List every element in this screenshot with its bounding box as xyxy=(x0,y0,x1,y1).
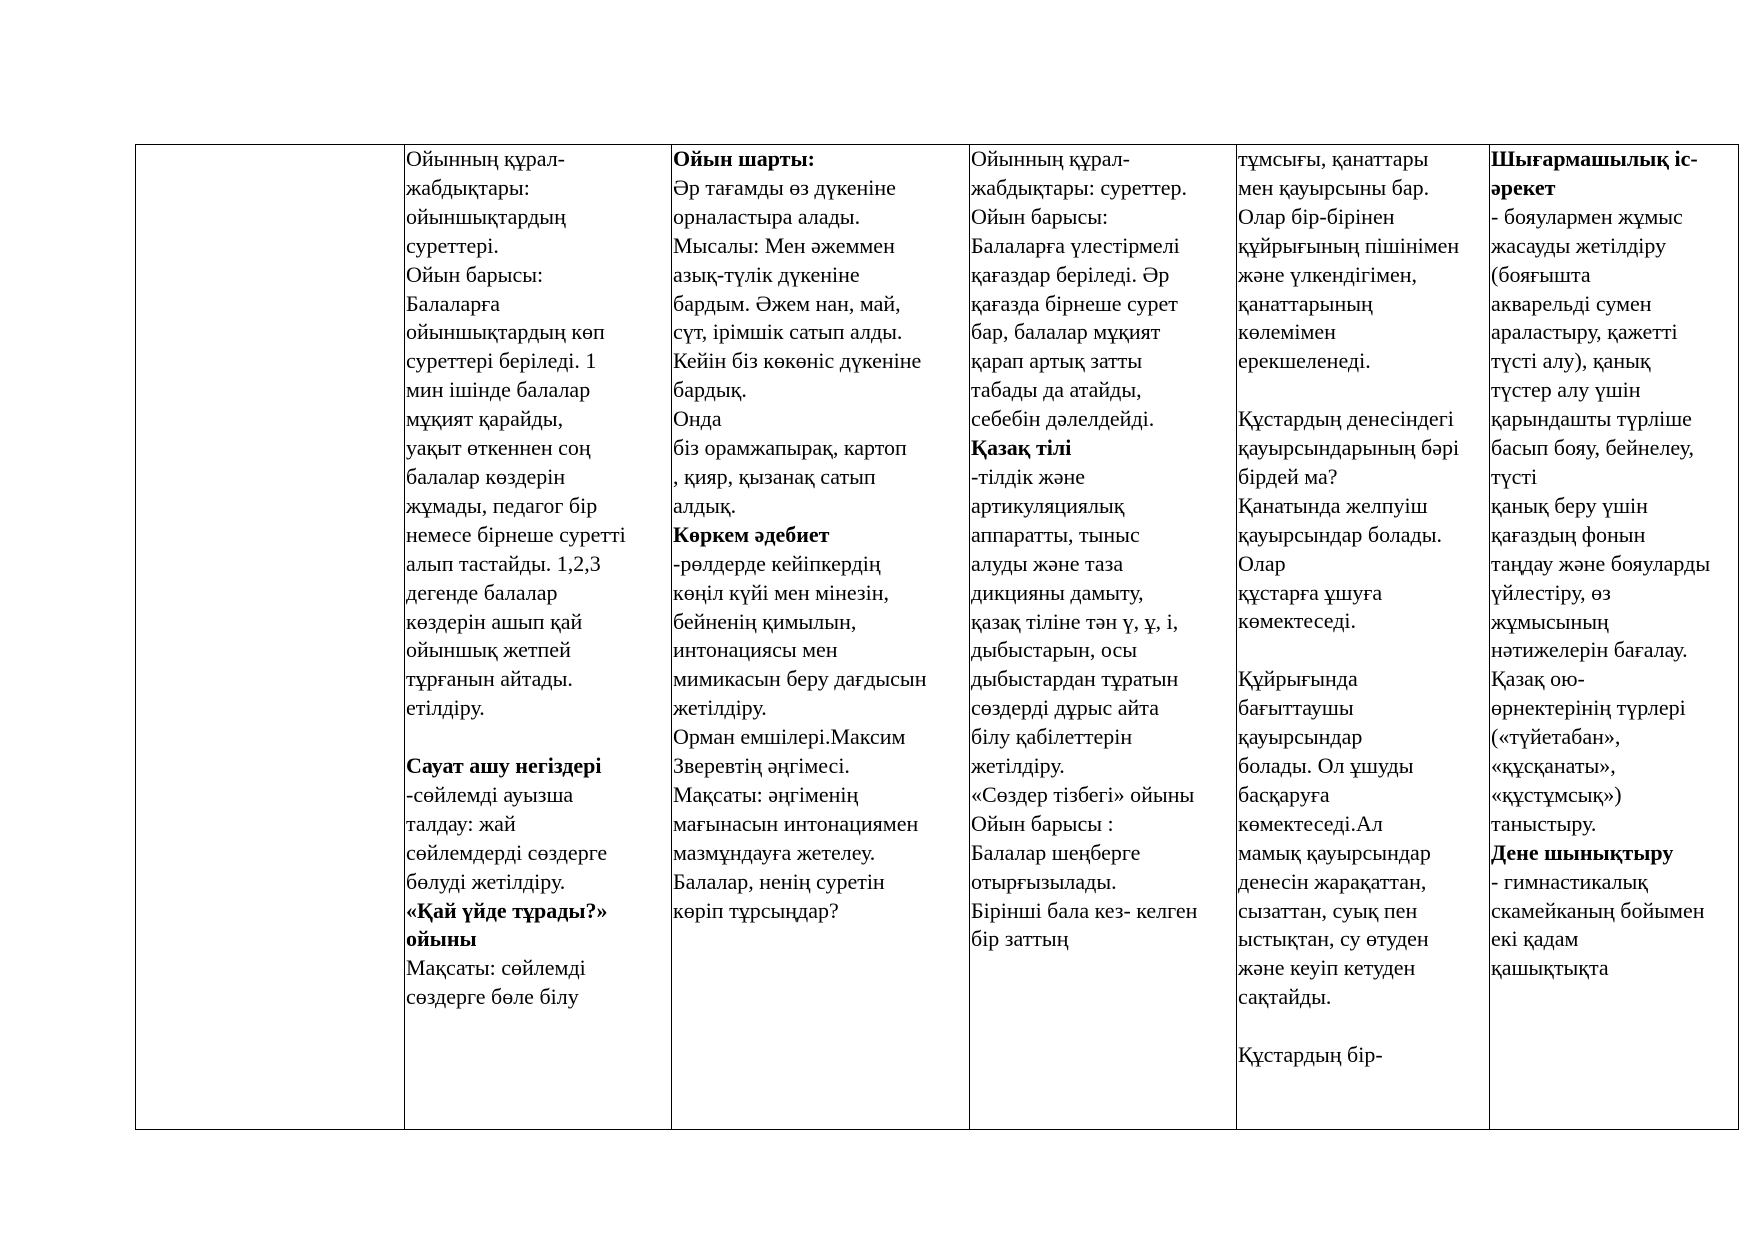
section-heading-text: Шығармашылық іс- xyxy=(1491,146,1698,171)
text-line: бардық. xyxy=(673,377,747,403)
text-line: - гимнастикалық xyxy=(1491,868,1648,894)
section-heading-text: Ойын шарты: xyxy=(673,146,815,171)
table-cell-col-1 xyxy=(136,145,405,1130)
text-line: азық-түлік дүкеніне xyxy=(673,261,860,287)
text-line: көріп тұрсыңдар? xyxy=(673,897,839,923)
text-line: суреттері беріледі. 1 xyxy=(406,348,597,374)
text-line: Бірінші бала кез- келген xyxy=(971,897,1198,923)
text-line: көмектеседі.Ал xyxy=(1238,810,1383,836)
table-row xyxy=(136,145,1739,1130)
text-line: мазмұндауға жетелеу. xyxy=(673,839,876,865)
text-line xyxy=(1238,376,1489,405)
text-line: суреттері. xyxy=(406,232,499,258)
text-line: Әр тағамды өз дүкеніне xyxy=(673,174,896,200)
text-line: талдау: жай xyxy=(406,810,516,836)
text-line: мимикасын беру дағдысын xyxy=(673,666,927,692)
text-line: орналастыра алады. xyxy=(673,203,861,229)
section-heading-text: Қазақ тілі xyxy=(971,435,1072,461)
section-heading-text: әрекет xyxy=(1491,174,1556,200)
text-line: құстарға ұшуға xyxy=(1238,579,1383,605)
text-line: ыстықтан, су өтуден xyxy=(1238,926,1429,952)
text-line: табады да атайды, xyxy=(971,377,1142,403)
text-line: қарындашты түрліше xyxy=(1491,406,1692,432)
text-line: Құстардың бір- xyxy=(1238,1042,1383,1068)
text-line: «құсқанаты», xyxy=(1491,753,1616,779)
text-line: Олар бір-бірінен xyxy=(1238,203,1395,229)
text-line: нәтижелерін бағалау. xyxy=(1491,637,1688,663)
text-line: мамық қауырсындар xyxy=(1238,839,1431,865)
text-line: көлемімен xyxy=(1238,319,1336,345)
text-line: көмектеседі. xyxy=(1238,608,1357,634)
text-line: , қияр, қызанақ сатып xyxy=(673,463,876,489)
text-line: -сөйлемді ауызша xyxy=(406,781,574,807)
text-line: білу қабілеттерін xyxy=(971,724,1133,750)
text-line: Ойын барысы : xyxy=(971,810,1114,836)
text-line: жетілдіру. xyxy=(971,753,1065,779)
text-line: Мақсаты: әңгіменің xyxy=(673,781,859,807)
text-line: Қазақ ою- xyxy=(1491,666,1585,692)
text-line: қанаттарының xyxy=(1238,290,1373,316)
text-line: сүт, ірімшік сатып алды. xyxy=(673,319,903,345)
text-line: денесін жарақаттан, xyxy=(1238,868,1427,894)
text-line: Балаларға xyxy=(406,290,501,316)
text-line: жабдықтары: xyxy=(406,174,530,200)
text-line xyxy=(406,723,671,752)
text-line: бір заттың xyxy=(971,926,1069,952)
text-line: (бояғышта xyxy=(1491,261,1591,287)
text-line: «құстұмсық») xyxy=(1491,781,1622,807)
text-line: біз орамжапырақ, картоп xyxy=(673,435,907,461)
text-line: алдық. xyxy=(673,492,737,518)
text-line: аппаратты, тыныс xyxy=(971,521,1140,547)
text-line: мен қауырсыны бар. xyxy=(1238,174,1430,200)
text-line: Ойын барысы: xyxy=(971,203,1109,229)
text-line: Кейін біз көкөніс дүкеніне xyxy=(673,348,922,374)
text-line: құйрығының пішінімен xyxy=(1238,232,1460,258)
table-cell-col-5 xyxy=(1237,145,1490,1130)
text-line: етілдіру. xyxy=(406,695,485,721)
text-line: бөлуді жетілдіру. xyxy=(406,868,566,894)
text-line: бағыттаушы xyxy=(1238,695,1354,721)
text-line: Құйрығында xyxy=(1238,666,1358,692)
text-line: алып тастайды. 1,2,3 xyxy=(406,550,601,576)
text-line: Мысалы: Мен әжеммен xyxy=(673,232,895,258)
text-line: балалар көздерін xyxy=(406,463,566,489)
text-line: Орман емшілері.Максим xyxy=(673,724,906,750)
text-line: Балаларға үлестірмелі xyxy=(971,232,1180,258)
text-line: Ойын барысы: xyxy=(406,261,544,287)
text-line: болады. Ол ұшуды xyxy=(1238,753,1414,778)
text-line: Мақсаты: сөйлемді xyxy=(406,955,586,981)
text-line: ойыншық жетпей xyxy=(406,637,571,663)
text-line: жұмады, педагог бір xyxy=(406,492,598,518)
text-line: қағазда бірнеше сурет xyxy=(971,290,1178,316)
text-line: жұмысының xyxy=(1491,608,1609,634)
text-line: Ойынның құрал- xyxy=(971,146,1130,171)
text-line: өрнектерінің түрлері xyxy=(1491,695,1686,721)
text-line: дегенде балалар xyxy=(406,579,558,605)
text-line: немесе бірнеше суретті xyxy=(406,521,626,547)
text-line: Онда xyxy=(673,406,722,432)
text-line: қазақ тіліне тән ү, ұ, і, xyxy=(971,608,1179,634)
text-line: Ойынның құрал- xyxy=(406,146,565,171)
text-line: -рөлдерде кейіпкердің xyxy=(673,550,881,576)
text-line: бірдей ма? xyxy=(1238,463,1338,489)
text-line: басып бояу, бейнелеу, xyxy=(1491,435,1694,461)
text-line: бар, балалар мұқият xyxy=(971,319,1161,345)
text-line: сақтайды. xyxy=(1238,984,1332,1010)
text-line: мин ішінде балалар xyxy=(406,377,591,403)
section-heading-text: «Қай үйде тұрады?» xyxy=(406,897,608,923)
text-line: жабдықтары: суреттер. xyxy=(971,174,1188,200)
text-line: қағаздар беріледі. Әр xyxy=(971,261,1170,287)
section-heading-text: Дене шынықтыру xyxy=(1491,839,1674,865)
text-line: уақыт өткеннен соң xyxy=(406,435,591,461)
text-line: сызаттан, суық пен xyxy=(1238,897,1418,923)
section-heading-text: ойыны xyxy=(406,926,477,952)
text-line: акварельді сумен xyxy=(1491,290,1652,316)
text-line: түсті алу), қанық xyxy=(1491,348,1651,374)
text-line: қауырсындар болады. xyxy=(1238,521,1443,547)
text-line: («түйетабан», xyxy=(1491,724,1621,750)
text-line: отырғызылады. xyxy=(971,868,1117,894)
text-line: және үлкендігімен, xyxy=(1238,261,1418,287)
text-line: тұмсығы, қанаттары xyxy=(1238,146,1429,171)
section-heading-text: Сауат ашу негіздері xyxy=(406,753,602,779)
text-line: араластыру, қажетті xyxy=(1491,319,1678,345)
section-heading-text: Көркем әдебиет xyxy=(673,521,830,547)
text-line xyxy=(1238,1012,1489,1041)
text-line: алуды және таза xyxy=(971,550,1124,576)
text-line: сөздерге бөле білу xyxy=(406,984,579,1010)
text-line: қашықтықта xyxy=(1491,955,1609,981)
text-line: Балалар, ненің суретін xyxy=(673,868,885,894)
text-line: Құстардың денесіндегі xyxy=(1238,406,1454,432)
text-line: дыбыстарын, осы xyxy=(971,637,1138,663)
text-line: скамейканың бойымен xyxy=(1491,897,1705,923)
text-line: Қанатында желпуіш xyxy=(1238,492,1428,518)
text-line: қанық беру үшін xyxy=(1491,492,1648,518)
table-cell-col-4 xyxy=(970,145,1237,1130)
text-line: артикуляциялық xyxy=(971,492,1125,518)
text-line: бардым. Әжем нан, май, xyxy=(673,290,901,316)
text-line: Зверевтің әңгімесі. xyxy=(673,753,850,779)
lesson-plan-table xyxy=(135,144,1739,1130)
text-line: түстер алу үшін xyxy=(1491,377,1641,403)
text-line xyxy=(1238,636,1489,665)
text-line: екі қадам xyxy=(1491,926,1579,952)
text-line: сөйлемдерді сөздерге xyxy=(406,839,608,865)
text-line: мұқият қарайды, xyxy=(406,406,564,432)
text-line: және кеуіп кетуден xyxy=(1238,955,1416,981)
text-line: мағынасын интонациямен xyxy=(673,810,919,836)
text-line: - бояулармен жұмыс xyxy=(1491,203,1683,229)
text-line: көңіл күйі мен мінезін, xyxy=(673,579,890,605)
text-line: дикцияны дамыту, xyxy=(971,579,1144,605)
text-line: қарап артық затты xyxy=(971,348,1143,374)
text-line: ерекшеленеді. xyxy=(1238,348,1371,374)
text-line: жасауды жетілдіру xyxy=(1491,232,1667,258)
text-line: түсті xyxy=(1491,463,1538,489)
text-line: себебін дәлелдейді. xyxy=(971,406,1155,432)
text-line: қауырсындар xyxy=(1238,724,1363,750)
text-line: жетілдіру. xyxy=(673,695,767,721)
text-line: көздерін ашып қай xyxy=(406,608,583,634)
text-line: Олар xyxy=(1238,550,1286,576)
text-line: басқаруға xyxy=(1238,781,1330,807)
text-line: Балалар шеңберге xyxy=(971,839,1141,865)
text-line: дыбыстардан тұратын xyxy=(971,666,1179,692)
text-line: интонациясы мен xyxy=(673,637,838,663)
text-line: қауырсындарының бәрі xyxy=(1238,435,1460,461)
text-line: сөздерді дұрыс айта xyxy=(971,695,1159,721)
text-line: таныстыру. xyxy=(1491,810,1597,836)
table-cell-col-2 xyxy=(405,145,672,1130)
text-line: ойыншықтардың xyxy=(406,203,566,229)
text-line: қағаздың фонын xyxy=(1491,521,1646,547)
text-line: ойыншықтардың көп xyxy=(406,319,605,345)
text-line: «Сөздер тізбегі» ойыны xyxy=(971,781,1195,807)
text-line: -тілдік және xyxy=(971,463,1086,489)
text-line: үйлестіру, өз xyxy=(1491,579,1611,605)
text-line: бейненің қимылын, xyxy=(673,608,857,634)
table-cell-col-3 xyxy=(672,145,970,1130)
table-cell-col-6 xyxy=(1490,145,1739,1130)
text-line: таңдау және бояуларды xyxy=(1491,550,1711,576)
text-line: тұрғанын айтады. xyxy=(406,666,573,692)
